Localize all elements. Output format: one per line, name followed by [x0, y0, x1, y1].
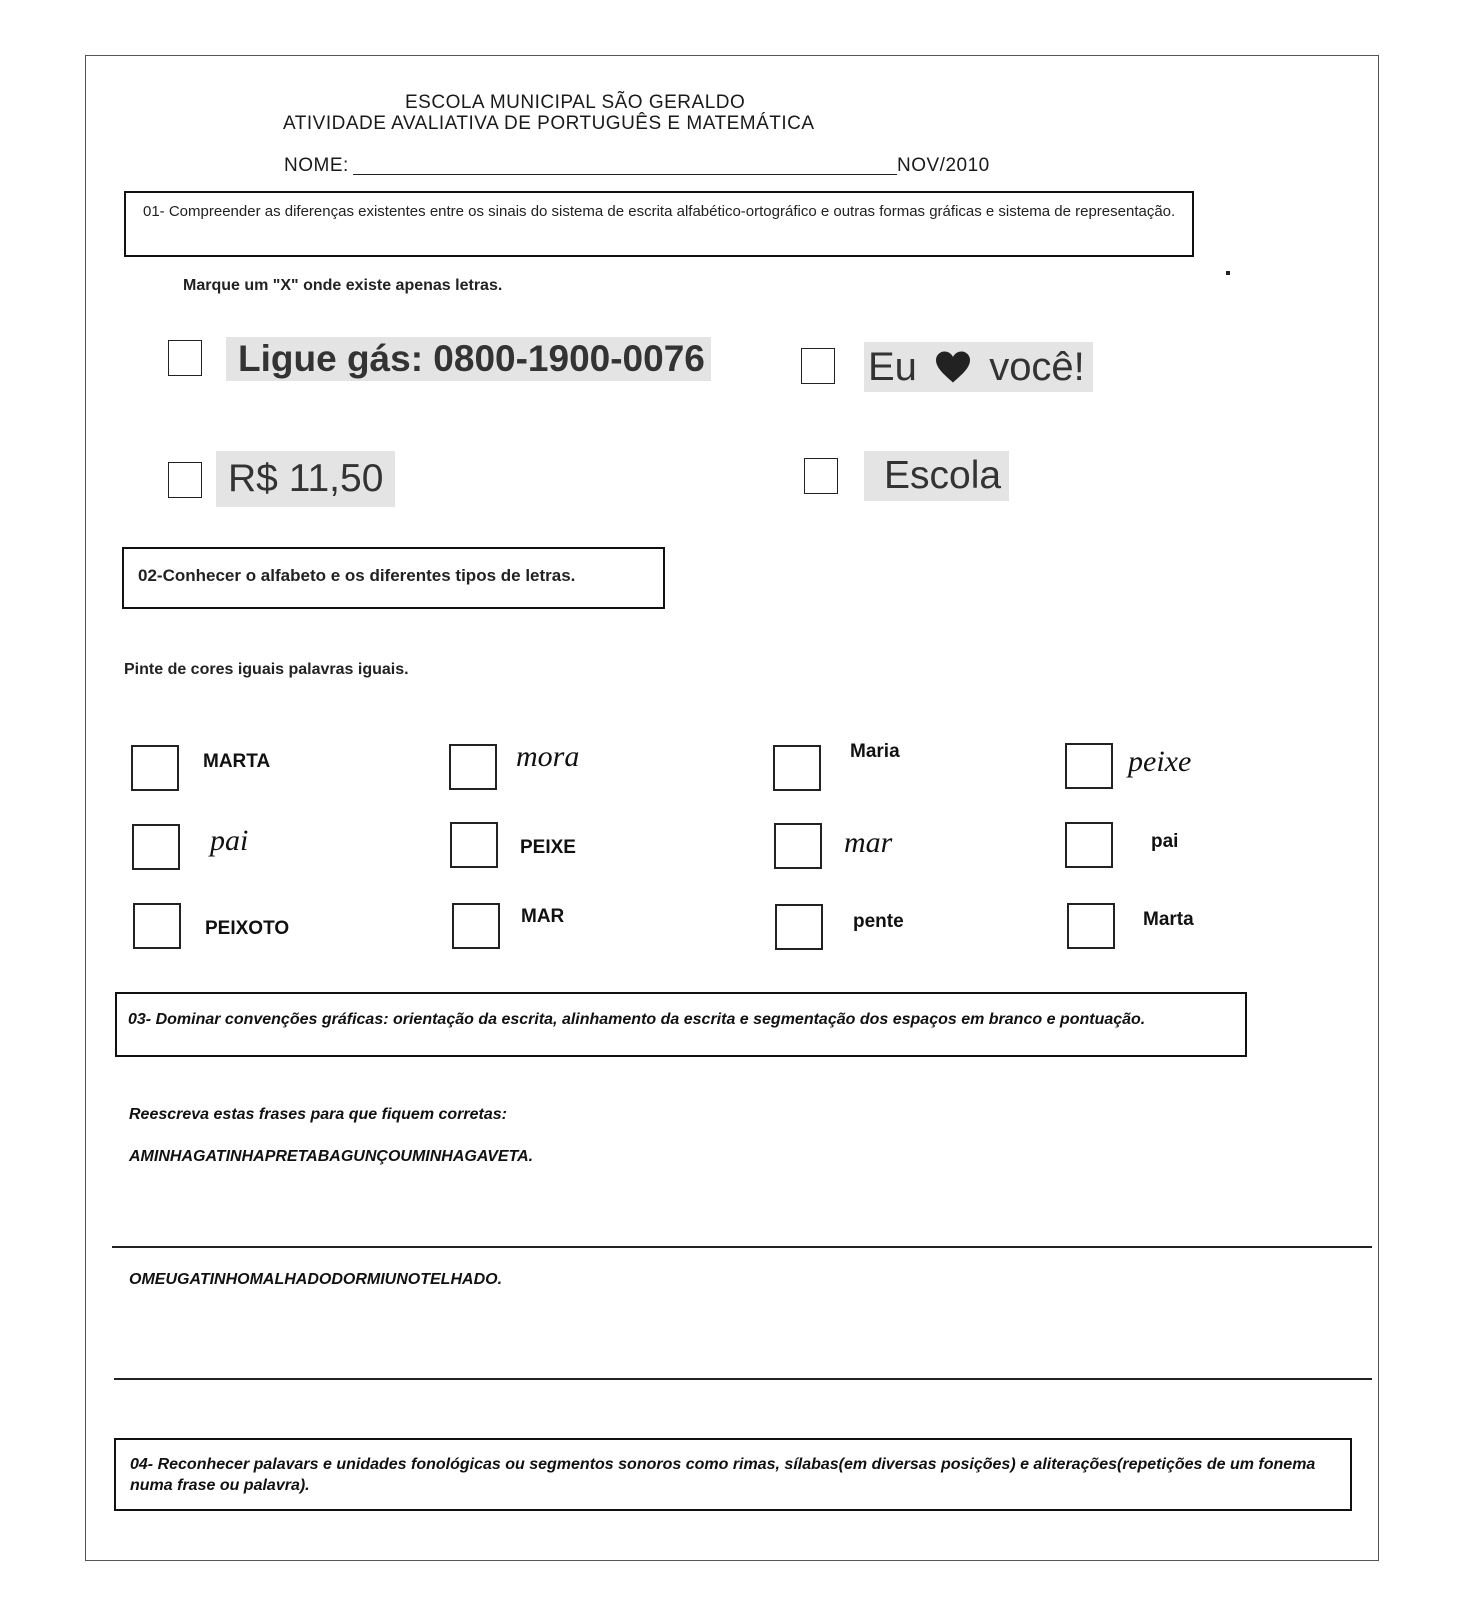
q2-word-peixe-cursive: peixe — [1128, 745, 1192, 778]
q2-checkbox-11[interactable] — [775, 904, 823, 950]
q1-option-2-checkbox[interactable] — [801, 348, 835, 384]
q3-sentence-1: AMINHAGATINHAPRETABAGUNÇOUMINHAGAVETA. — [129, 1148, 534, 1165]
q2-checkbox-3[interactable] — [773, 745, 821, 791]
q1-option-2-word-1: Eu — [868, 345, 917, 389]
q4-objective-box — [114, 1438, 1352, 1511]
stray-dot — [1226, 271, 1230, 275]
q2-objective-text: 02-Conhecer o alfabeto e os diferentes tipos de letras. — [138, 566, 576, 585]
q2-checkbox-12[interactable] — [1067, 903, 1115, 949]
q1-option-3-checkbox[interactable] — [168, 462, 202, 498]
q2-checkbox-4[interactable] — [1065, 743, 1113, 789]
q2-checkbox-6[interactable] — [450, 822, 498, 868]
q2-word-peixe-upper: PEIXE — [520, 837, 576, 858]
name-label: NOME: — [284, 155, 349, 176]
q1-option-1-checkbox[interactable] — [168, 340, 202, 376]
q2-word-mar-upper: MAR — [521, 906, 565, 927]
q1-option-4-text — [864, 451, 1009, 501]
name-blank-line[interactable] — [353, 174, 897, 175]
q2-word-mar-cursive: mar — [844, 826, 893, 859]
q2-checkbox-9[interactable] — [133, 903, 181, 949]
q2-checkbox-7[interactable] — [774, 823, 822, 869]
q3-instruction: Reescreva estas frases para que fiquem corretas: — [129, 1106, 507, 1123]
q2-checkbox-2[interactable] — [449, 744, 497, 790]
q2-instruction: Pinte de cores iguais palavras iguais. — [124, 661, 409, 678]
q3-answer-line-2[interactable] — [114, 1378, 1372, 1380]
q3-objective-text: 03- Dominar convenções gráficas: orientação da escrita, alinhamento da escrita e segmentação dos espaços em branco e pontuação. — [128, 1011, 1146, 1028]
q1-instruction: Marque um "X" onde existe apenas letras. — [183, 277, 503, 294]
q2-word-peixoto: PEIXOTO — [205, 918, 290, 939]
q1-option-3-text — [216, 451, 395, 507]
q1-option-4-checkbox[interactable] — [804, 458, 838, 494]
q4-objective-text: 04- Reconhecer palavars e unidades fonológicas ou segmentos sonoros como rimas, sílabas(em diversas posições) e aliterações(repetições de um fonema numa frase ou palavra). — [130, 1456, 1316, 1494]
q2-word-pai: pai — [1151, 831, 1179, 852]
q2-checkbox-5[interactable] — [132, 824, 180, 870]
q2-objective-box — [122, 547, 665, 609]
heart-icon — [934, 350, 972, 384]
q2-word-maria: Maria — [850, 741, 900, 762]
q2-checkbox-1[interactable] — [131, 745, 179, 791]
q2-checkbox-10[interactable] — [452, 903, 500, 949]
q3-sentence-2: OMEUGATINHOMALHADODORMIUNOTELHADO. — [129, 1271, 503, 1288]
q2-word-mora: mora — [516, 740, 580, 773]
q1-objective-box — [124, 191, 1194, 257]
q2-word-pai-cursive: pai — [210, 824, 249, 857]
q3-objective-box — [115, 992, 1247, 1057]
q2-word-marta: Marta — [1143, 909, 1194, 930]
q1-objective-text: 01- Compreender as diferenças existentes entre os sinais do sistema de escrita alfabético-ortográfico e outras formas gráficas e sistema de representação. — [143, 203, 1176, 220]
q1-option-3-label: R$ 11,50 — [228, 457, 384, 500]
q1-option-1-text — [226, 337, 711, 381]
q2-checkbox-8[interactable] — [1065, 822, 1113, 868]
q1-option-1-label: Ligue gás: 0800-1900-0076 — [238, 338, 705, 379]
school-name: ESCOLA MUNICIPAL SÃO GERALDO — [405, 92, 746, 113]
date-label: NOV/2010 — [897, 155, 990, 176]
q1-option-2-text — [864, 342, 1093, 392]
q1-option-4-label: Escola — [884, 454, 1002, 497]
activity-title: ATIVIDADE AVALIATIVA DE PORTUGUÊS E MATEMÁTICA — [283, 113, 815, 134]
q2-word-pente: pente — [853, 911, 904, 932]
q3-answer-line-1[interactable] — [112, 1246, 1372, 1248]
q1-option-2-word-2: você! — [989, 345, 1085, 389]
q2-word-marta-upper: MARTA — [203, 751, 271, 772]
